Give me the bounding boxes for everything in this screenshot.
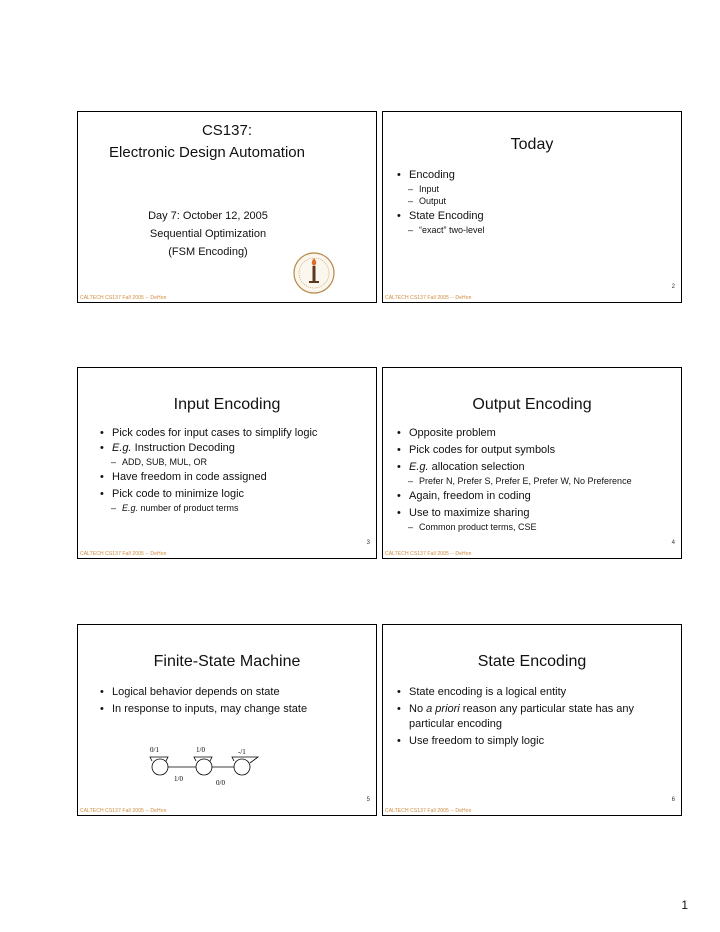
slide-4 [382,367,682,559]
bullet [100,441,320,456]
slide-1-title-line1: CS137: [201,122,253,139]
slide-4-title: Output Encoding [472,396,592,413]
slide-2 [382,111,682,303]
slide-4-number: 4 [671,540,675,546]
sub-bullet: – Prefer N, Prefer S, Prefer E, Prefer W, No Preference [397,475,634,487]
bullet: • In response to inputs, may change state [100,702,360,717]
slide-6-footer: CALTECH CS137 Fall 2005 -- DeHon [385,808,472,814]
sub-bullet: – Output [397,195,485,207]
bullet-text: reason any particular state has any particular encoding [409,703,635,730]
fsm-state-2 [196,759,212,775]
emphasis: E.g. [112,442,132,454]
sub-bullet: – ADD, SUB, MUL, OR [100,456,320,468]
bullet: • Pick codes for output symbols [397,443,647,458]
slide-1 [77,111,377,303]
bullet: • Opposite problem [397,426,647,441]
slide-6-bullets [397,685,637,749]
fsm-label-e: 0/0 [216,779,225,787]
bullet: • Pick code to minimize logic [100,487,320,502]
slide-6-title: State Encoding [477,653,587,670]
slide-3-number: 3 [366,540,370,546]
slide-1-subtitle-2: Sequential Optimization [149,228,267,240]
slide-6 [382,624,682,816]
slide-2-title: Today [510,136,554,153]
slide-3-bullets [100,426,320,514]
bullet: • Have freedom in code assigned [100,470,320,485]
slide-5-title: Finite-State Machine [153,653,301,670]
bullet-text: Instruction Decoding [131,442,235,454]
emphasis: a priori [426,703,460,715]
sub-bullet: – Common product terms, CSE [397,521,647,533]
bullet [397,702,637,732]
slide-2-number: 2 [671,284,675,290]
slide-3 [77,367,377,559]
sub-bullet-text: number of product terms [138,503,239,513]
slide-5 [77,624,377,816]
bullet: • Pick codes for input cases to simplify logic [100,426,320,441]
bullet-text: allocation selection [428,461,525,473]
slide-5-footer: CALTECH CS137 Fall 2005 -- DeHon [80,808,167,814]
slide-4-bullets [397,426,647,533]
bullet: • Logical behavior depends on state [100,685,360,700]
slide-3-footer: CALTECH CS137 Fall 2005 -- DeHon [80,551,167,557]
bullet [397,460,647,475]
slide-1-subtitle-1: Day 7: October 12, 2005 [148,210,268,222]
sub-bullet [100,502,320,514]
fsm-state-3 [234,759,250,775]
bullet: • State Encoding [397,209,485,224]
fsm-state-1 [152,759,168,775]
bullet: • Again, freedom in coding [397,489,647,504]
slide-6-number: 6 [671,797,675,803]
fsm-diagram [138,743,278,793]
slide-2-footer: CALTECH CS137 Fall 2005 -- DeHon [385,295,472,301]
bullet: • Encoding [397,168,485,183]
fsm-label-d: 1/0 [174,775,183,783]
sub-bullet: – Input [397,183,485,195]
fsm-label-b: 1/0 [196,746,205,754]
emphasis: E.g. [409,461,429,473]
slide-5-number: 5 [366,797,370,803]
bullet: • Use freedom to simply logic [397,734,637,749]
slide-4-footer: CALTECH CS137 Fall 2005 -- DeHon [385,551,472,557]
emphasis: E.g. [122,503,139,513]
slide-1-subtitle-3: (FSM Encoding) [168,246,248,258]
page-number: 1 [681,898,688,912]
bullet: • Use to maximize sharing [397,506,647,521]
bullet-text-pre: No [409,703,427,715]
slide-1-title-line2: Electronic Design Automation [109,144,305,161]
bullet: • State encoding is a logical entity [397,685,637,700]
fsm-label-a: 0/1 [150,746,159,754]
slide-5-bullets [100,685,360,717]
sub-bullet: – “exact” two-level [397,224,485,236]
slide-3-title: Input Encoding [173,396,281,413]
slide-1-footer: CALTECH CS137 Fall 2005 -- DeHon [80,295,167,301]
fsm-label-c: -/1 [238,748,246,756]
slide-2-bullets [397,168,485,236]
caltech-seal-logo [293,252,335,294]
